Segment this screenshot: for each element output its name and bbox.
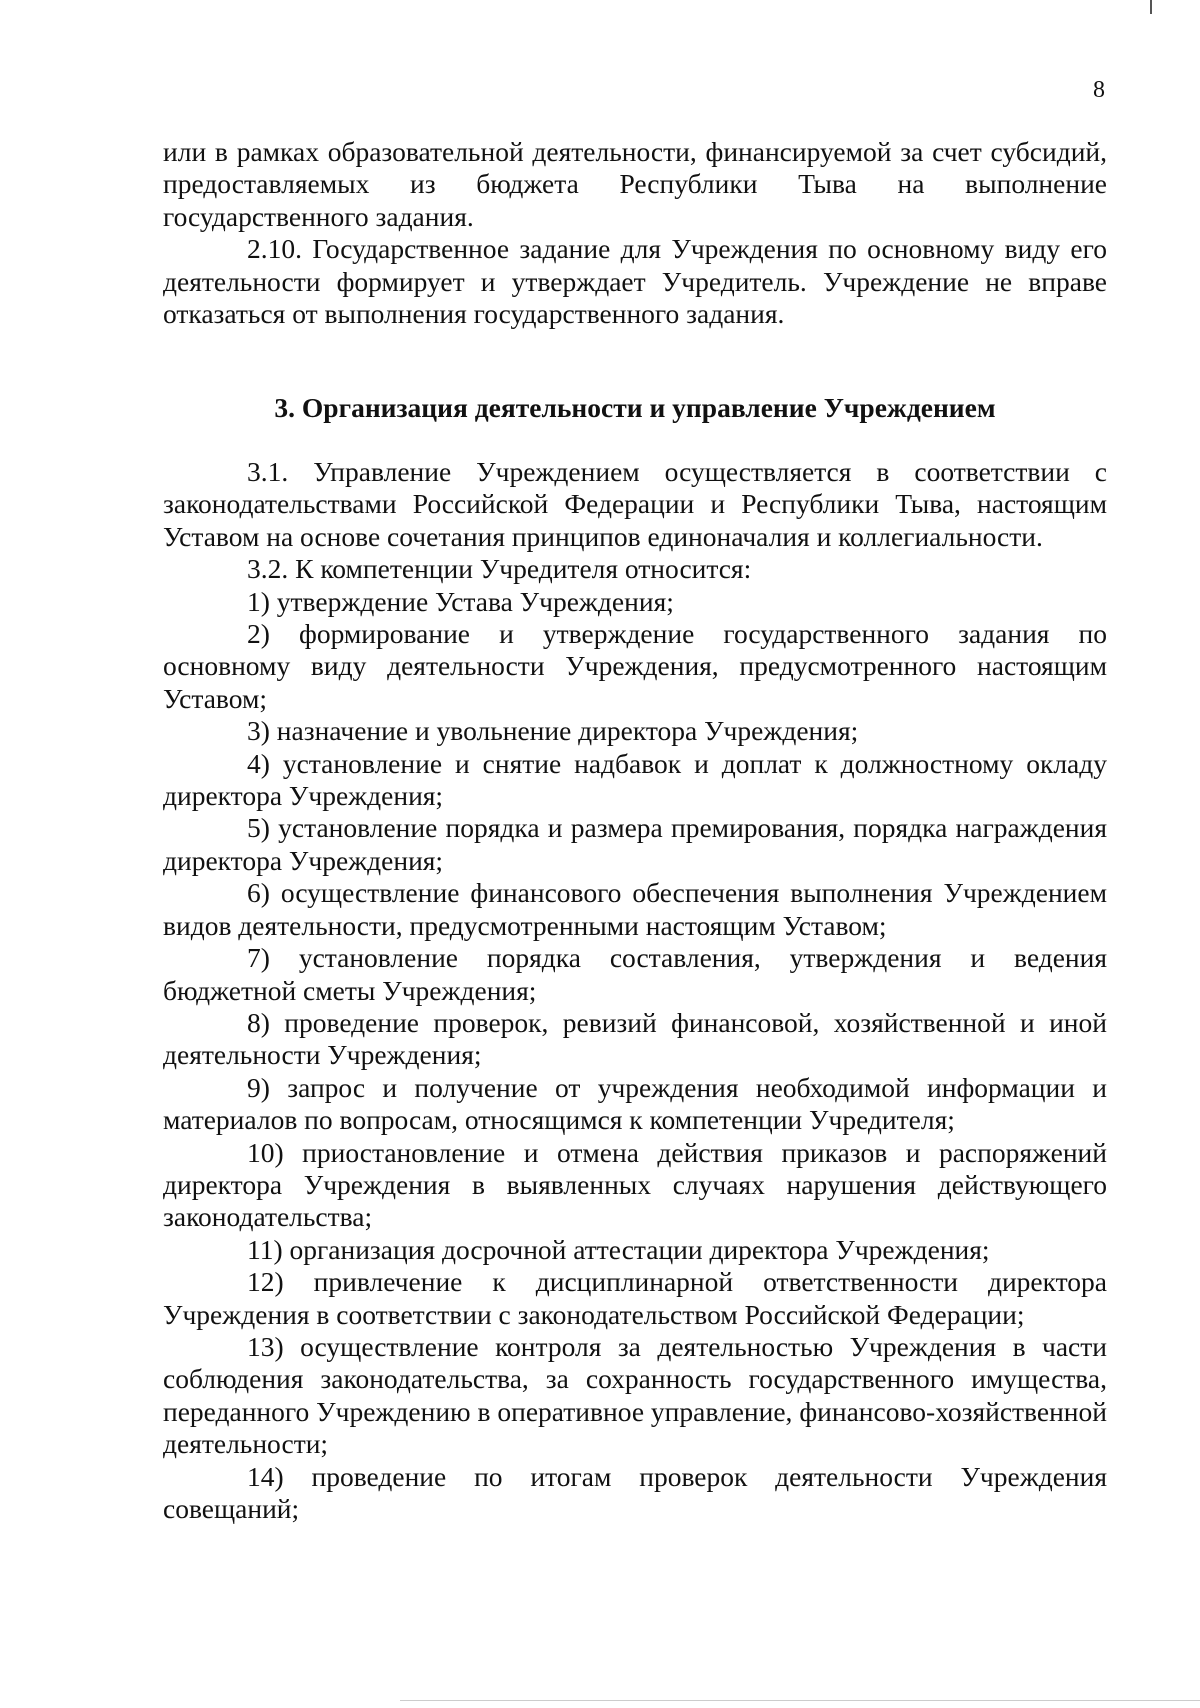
list-item-12: 12) привлечение к дисциплинарной ответственности директора Учреждения в соответствии с законодательством Российской Федерации;: [163, 1266, 1107, 1330]
list-item-5: 5) установление порядка и размера премирования, порядка награждения директора Учреждения;: [163, 812, 1107, 876]
list-item-9: 9) запрос и получение от учреждения необходимой информации и материалов по вопросам, относящимся к компетенции Учредителя;: [163, 1071, 1107, 1136]
top-text-block: [163, 136, 1107, 330]
list-item-8: 8) проведение проверок, ревизий финансовой, хозяйственной и иной деятельности Учреждения;: [163, 1006, 1107, 1071]
paragraph-continuation: или в рамках образовательной деятельности, финансируемой за счет субсидий, предоставляемых из бюджета Республики Тыва на выполнение государственного задания.: [163, 136, 1107, 232]
section-3-text-block: [163, 456, 1107, 1525]
list-item-14: 14) проведение по итогам проверок деятельности Учреждения совещаний;: [163, 1460, 1107, 1524]
scan-bottom-line: [400, 1700, 1200, 1701]
list-item-2: 2) формирование и утверждение государственного задания по основному виду деятельности Учреждения, предусмотренного настоящим Уставом;: [163, 618, 1107, 714]
section-heading: 3. Организация деятельности и управление Учреждением: [274, 392, 996, 423]
list-item-10: 10) приостановление и отмена действия приказов и распоряжений директора Учреждения в выявленных случаях нарушения действующего законодательства;: [163, 1136, 1107, 1233]
list-item-3: 3) назначение и увольнение директора Учреждения;: [247, 715, 859, 747]
page-number: 8: [1093, 77, 1105, 103]
list-item-6: 6) осуществление финансового обеспечения выполнения Учреждением видов деятельности, предусмотренными настоящим Уставом;: [163, 877, 1107, 941]
list-item-11: 11) организация досрочной аттестации директора Учреждения;: [247, 1233, 990, 1265]
paragraph-2-10: 2.10. Государственное задание для Учреждения по основному виду его деятельности формирует и утверждает Учредитель. Учреждение не вправе отказаться от выполнения государственного задания.: [163, 233, 1107, 330]
list-item-1: 1) утверждение Устава Учреждения;: [247, 585, 674, 617]
paragraph-3-2: 3.2. К компетенции Учредителя относится:: [247, 553, 752, 585]
paragraph-3-1: 3.1. Управление Учреждением осуществляется в соответствии с законодательствами Российской Федерации и Республики Тыва, настоящим Уставом на основе сочетания принципов единоначалия и коллегиальности.: [163, 456, 1107, 552]
list-item-4: 4) установление и снятие надбавок и доплат к должностному окладу директора Учреждения;: [163, 747, 1107, 812]
list-item-13: 13) осуществление контроля за деятельностью Учреждения в части соблюдения законодательства, за сохранность государственного имущества, переданного Учреждению в оперативное управление, финансово-хозяйственной деятельности;: [163, 1330, 1107, 1460]
list-item-7: 7) установление порядка составления, утверждения и ведения бюджетной сметы Учреждения;: [163, 942, 1107, 1006]
scan-edge-mark: [1150, 0, 1152, 14]
